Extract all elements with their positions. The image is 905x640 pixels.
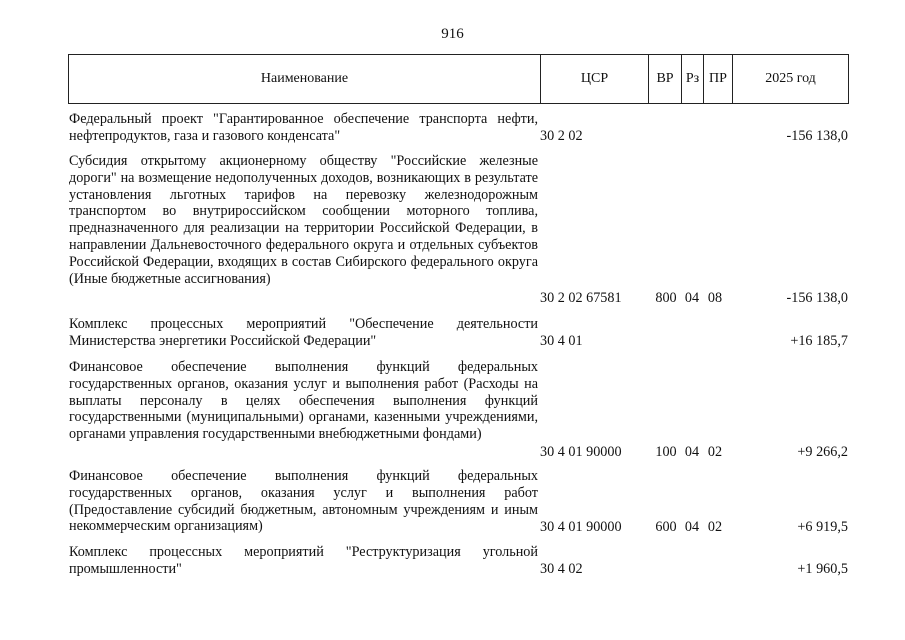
row-vr: 100 [655,444,677,460]
row-vr: 600 [655,519,677,535]
row-amount: +6 919,5 [797,519,848,535]
row-name: Комплекс процессных мероприятий "Обеспечение деятельности Министерства энергетики Российской Федерации" [69,316,538,349]
row-name: Финансовое обеспечение выполнения функций федеральных государственных органов, оказания услуг и выполнения работ (Предоставление субсидий бюджетным, автономным учреждениям и иным некоммерческим организациям) [69,468,538,535]
header-csr: ЦСР [540,55,648,103]
row-name: Комплекс процессных мероприятий "Реструктуризация угольной промышленности" [69,544,538,577]
row-csr: 30 4 01 [540,333,583,349]
header-vr: ВР [648,55,681,103]
row-name: Финансовое обеспечение выполнения функций федеральных государственных органов, оказания услуг и выполнения работ (Расходы на выплаты персоналу в целях обеспечения выполнения функций государственными (муниципальными) органами, казенными учреждениями, органами управления государственными внебюджетными фондами) [69,359,538,443]
header-name: Наименование [260,71,349,86]
row-vr: 800 [655,290,677,306]
row-amount: +1 960,5 [797,561,848,577]
row-amount: +9 266,2 [797,444,848,460]
row-rz: 04 [684,290,700,306]
row-rz: 04 [684,444,700,460]
row-amount: -156 138,0 [786,290,848,306]
row-csr: 30 4 02 [540,561,583,577]
header-year: 2025 год [732,55,848,103]
row-pr: 02 [707,519,723,535]
row-rz: 04 [684,519,700,535]
row-csr: 30 2 02 67581 [540,290,622,306]
row-pr: 02 [707,444,723,460]
row-name: Субсидия открытому акционерному обществу "Российские железные дороги" на возмещение недополученных доходов, возникающих в результате установления льготных тарифов на перевозку железнодорожным транспортом во внутрироссийском сообщении моторного топлива, предназначенного для реализации на территории Российской Федерации, в направлении Дальневосточного федерального округа и отдельных субъектов Российской Федерации, входящих в состав Сибирского федерального округа (Иные бюджетные ассигнования) [69,153,538,287]
header-pr: ПР [703,55,732,103]
table-header [68,54,849,104]
row-name: Федеральный проект "Гарантированное обеспечение транспорта нефти, нефтепродуктов, газа и газового конденсата" [69,111,538,144]
page-number: 916 [441,26,464,42]
row-csr: 30 4 01 90000 [540,519,622,535]
row-csr: 30 4 01 90000 [540,444,622,460]
row-amount: +16 185,7 [790,333,848,349]
header-rz: Рз [681,55,703,103]
row-csr: 30 2 02 [540,128,583,144]
row-pr: 08 [707,290,723,306]
row-amount: -156 138,0 [786,128,848,144]
